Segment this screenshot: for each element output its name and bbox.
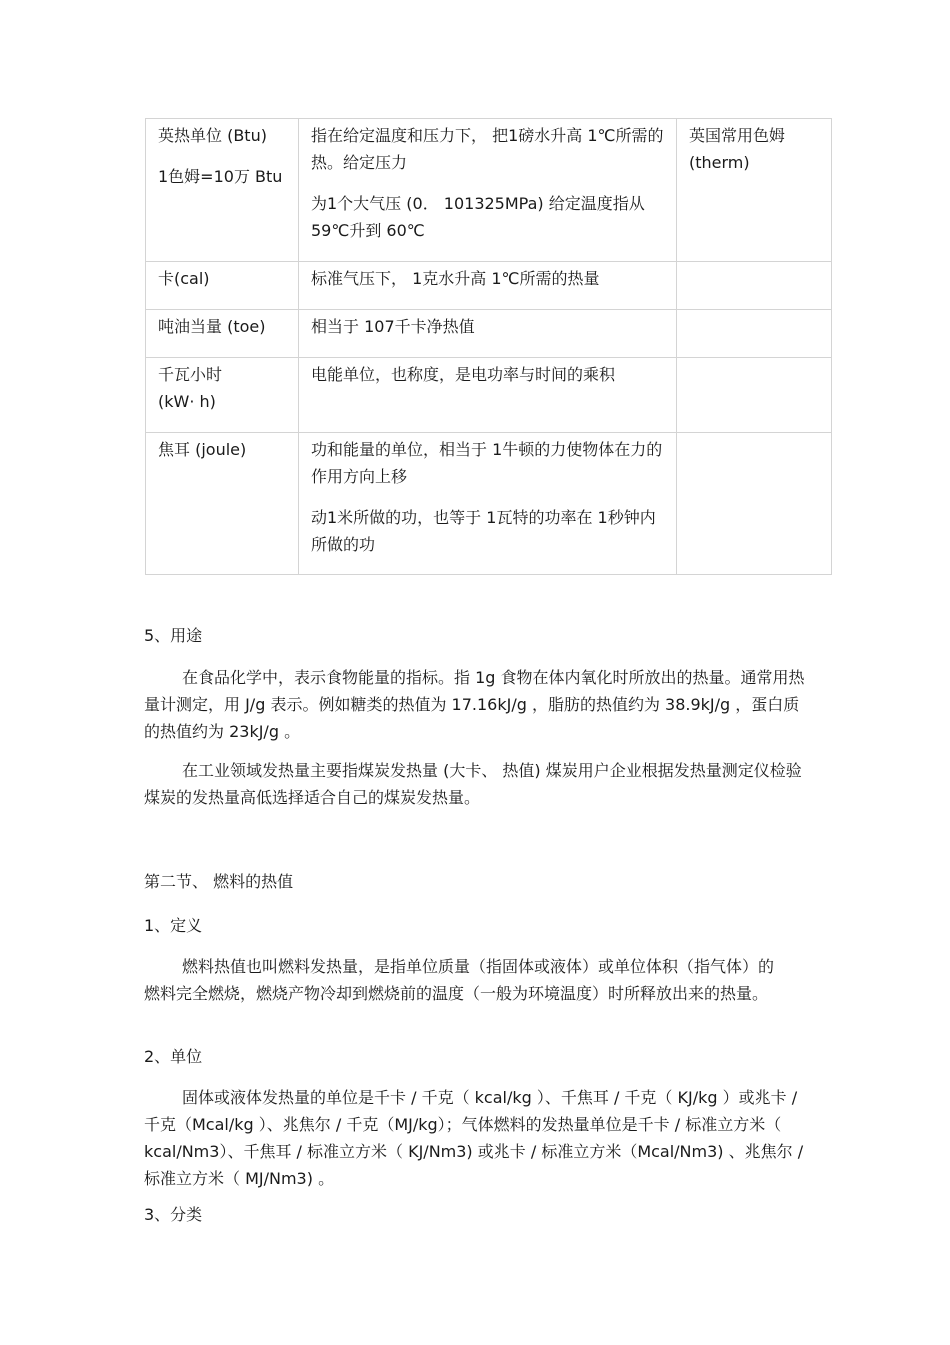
unit-note-cell [677,119,832,262]
table-row [146,310,832,358]
unit-name: 英热单位 (Btu) [158,126,267,145]
unit-name-cell [146,262,299,310]
table-row [146,358,832,433]
unit-note: 英国常用色姆 (therm) [689,126,786,172]
unit-desc-cell [299,310,677,358]
unit-desc: 指在给定温度和压力下， 把1磅水升高 1℃所需的热。给定压力 [311,126,664,172]
unit-desc-cell [299,119,677,262]
table-row [146,262,832,310]
table-row [146,433,832,575]
paragraph: 固体或液体发热量的单位是千卡 / 千克（ kcal/kg ）、千焦耳 / 千克（ KJ/kg ）或兆卡 / 千克（Mcal/kg ）、兆焦尔 / 千克（MJ/kg）；气体燃料的发热量单位是千卡 / 标准立方米（ kcal/Nm3）、千焦耳 / 标准立方米（ KJ/Nm3) 或兆卡 / 标准立方米（Mcal/Nm3) 、兆焦尔 / 标准立方米（ MJ/Nm3) 。 [144,1088,804,1188]
unit-name: 焦耳 (joule) [158,440,247,459]
unit-note-cell [677,310,832,358]
unit-note-cell [677,262,832,310]
unit-name: 千瓦小时 (kW· h) [158,365,223,411]
paragraph: 在食品化学中，表示食物能量的指标。指 1g 食物在体内氧化时所放出的热量。通常用热量计测定，用 J/g 表示。例如糖类的热值为 17.16kJ/g ，脂肪的热值约为 38.9kJ/g ，蛋白质的热值约为 23kJ/g 。 [144,668,805,741]
unit-name-cell [146,310,299,358]
section-heading: 3、分类 [144,1205,203,1224]
unit-name-cell [146,358,299,433]
unit-desc-cell [299,262,677,310]
unit-name: 吨油当量 (toe) [158,317,266,336]
unit-desc: 相当于 107千卡净热值 [311,317,475,336]
section-heading: 5、用途 [144,626,203,645]
unit-note-cell [677,433,832,575]
paragraph: 燃料热值也叫燃料发热量，是指单位质量（指固体或液体）或单位体积（指气体）的燃料完全燃烧，燃烧产物冷却到燃烧前的温度（一般为环境温度）时所释放出来的热量。 [144,957,775,1003]
unit-conversion: 1色姆=10万 Btu [158,167,283,186]
unit-desc: 动1米所做的功，也等于 1瓦特的功率在 1秒钟内所做的功 [311,508,656,554]
unit-name-cell [146,433,299,575]
paragraph: 在工业领域发热量主要指煤炭发热量 (大卡、 热值) 煤炭用户企业根据发热量测定仪检验煤炭的发热量高低选择适合自己的煤炭发热量。 [144,761,802,807]
unit-name: 卡(cal) [158,269,210,288]
unit-desc-cell [299,433,677,575]
section-heading: 1、定义 [144,916,203,935]
unit-desc: 电能单位，也称度，是电功率与时间的乘积 [311,365,616,384]
section-heading: 2、单位 [144,1047,203,1066]
unit-desc-cell [299,358,677,433]
unit-note-cell [677,358,832,433]
unit-name-cell [146,119,299,262]
table-row [146,119,832,262]
unit-desc: 功和能量的单位，相当于 1牛顿的力使物体在力的作用方向上移 [311,440,663,486]
unit-desc: 标准气压下， 1克水升高 1℃所需的热量 [311,269,600,288]
chapter-title: 第二节、 燃料的热值 [144,872,294,891]
unit-desc: 为1个大气压 (0． 101325MPa) 给定温度指从59℃升到 60℃ [311,194,645,240]
units-table [145,118,832,575]
